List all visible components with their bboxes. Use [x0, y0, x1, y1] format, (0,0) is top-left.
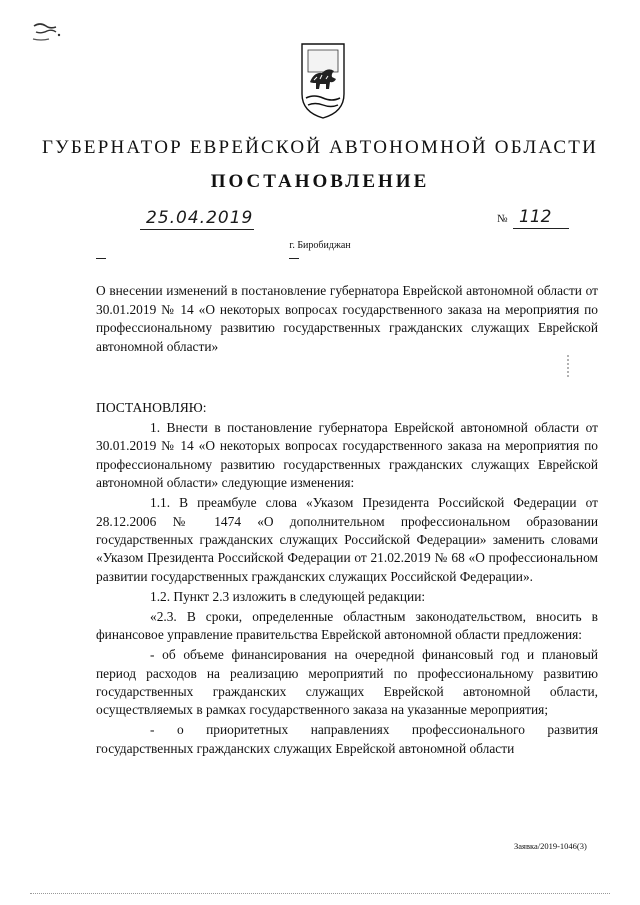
city-line: г. Биробиджан	[289, 240, 351, 251]
document-type-title: ПОСТАНОВЛЕНИЕ	[210, 171, 430, 192]
paragraph-1: 1. Внести в постановление губернатора Еврейской автономной области от 30.01.2019 № 14 «О некоторых вопросах государственного заказа на мероприятия по профессиональному развитию государственных гражданских служащих Еврейской автономной области» следующие изменения:	[96, 420, 598, 491]
bracket-right	[289, 258, 299, 259]
document-date: 25.04.2019	[140, 207, 254, 230]
margin-mark	[567, 355, 569, 377]
document-body	[96, 419, 598, 760]
paragraph-priorities: - о приоритетных направлениях профессионального развития государственных гражданских служащих Еврейской автономной области	[96, 722, 598, 756]
paragraph-1-2: 1.2. Пункт 2.3 изложить в следующей редакции:	[150, 588, 426, 604]
handwritten-mark-icon	[30, 20, 64, 46]
paragraph-financing: - об объеме финансирования на очередной финансовый год и плановый период расходов на реализацию мероприятий по профессиональному развитию государственных гражданских служащих Еврейской автономной области, осуществляемых в рамках государственного заказа на указанные мероприятия;	[96, 647, 598, 718]
governor-title: ГУБЕРНАТОР ЕВРЕЙСКОЙ АВТОНОМНОЙ ОБЛАСТИ	[41, 137, 598, 158]
footer-code: Заявка/2019-1046(3)	[514, 841, 587, 851]
coat-of-arms-icon	[300, 42, 346, 120]
bracket-left	[96, 258, 106, 259]
paragraph-1-1: 1.1. В преамбуле слова «Указом Президента Российской Федерации от 28.12.2006 № 1474 «О дополнительном профессиональном образовании государственных гражданских служащих Российской Федерации» заменить словами «Указом Президента Российской Федерации от 21.02.2019 № 68 «О профессиональном развитии государственных гражданских служащих Российской Федерации».	[96, 495, 598, 584]
order-word: ПОСТАНОВЛЯЮ:	[96, 400, 207, 415]
document-subject: О внесении изменений в постановление губернатора Еврейской автономной области от 30.01.2019 № 14 «О некоторых вопросах государственного заказа на мероприятия по профессиональному развитию государственных гражданских служащих Еврейской автономной области»	[96, 283, 598, 354]
number-label: №	[497, 213, 508, 225]
page-edge-dots	[30, 893, 610, 895]
document-number: 112	[513, 206, 569, 229]
paragraph-2-3: «2.3. В сроки, определенные областным законодательством, вносить в финансовое управление правительства Еврейской автономной области предложения:	[96, 608, 598, 643]
